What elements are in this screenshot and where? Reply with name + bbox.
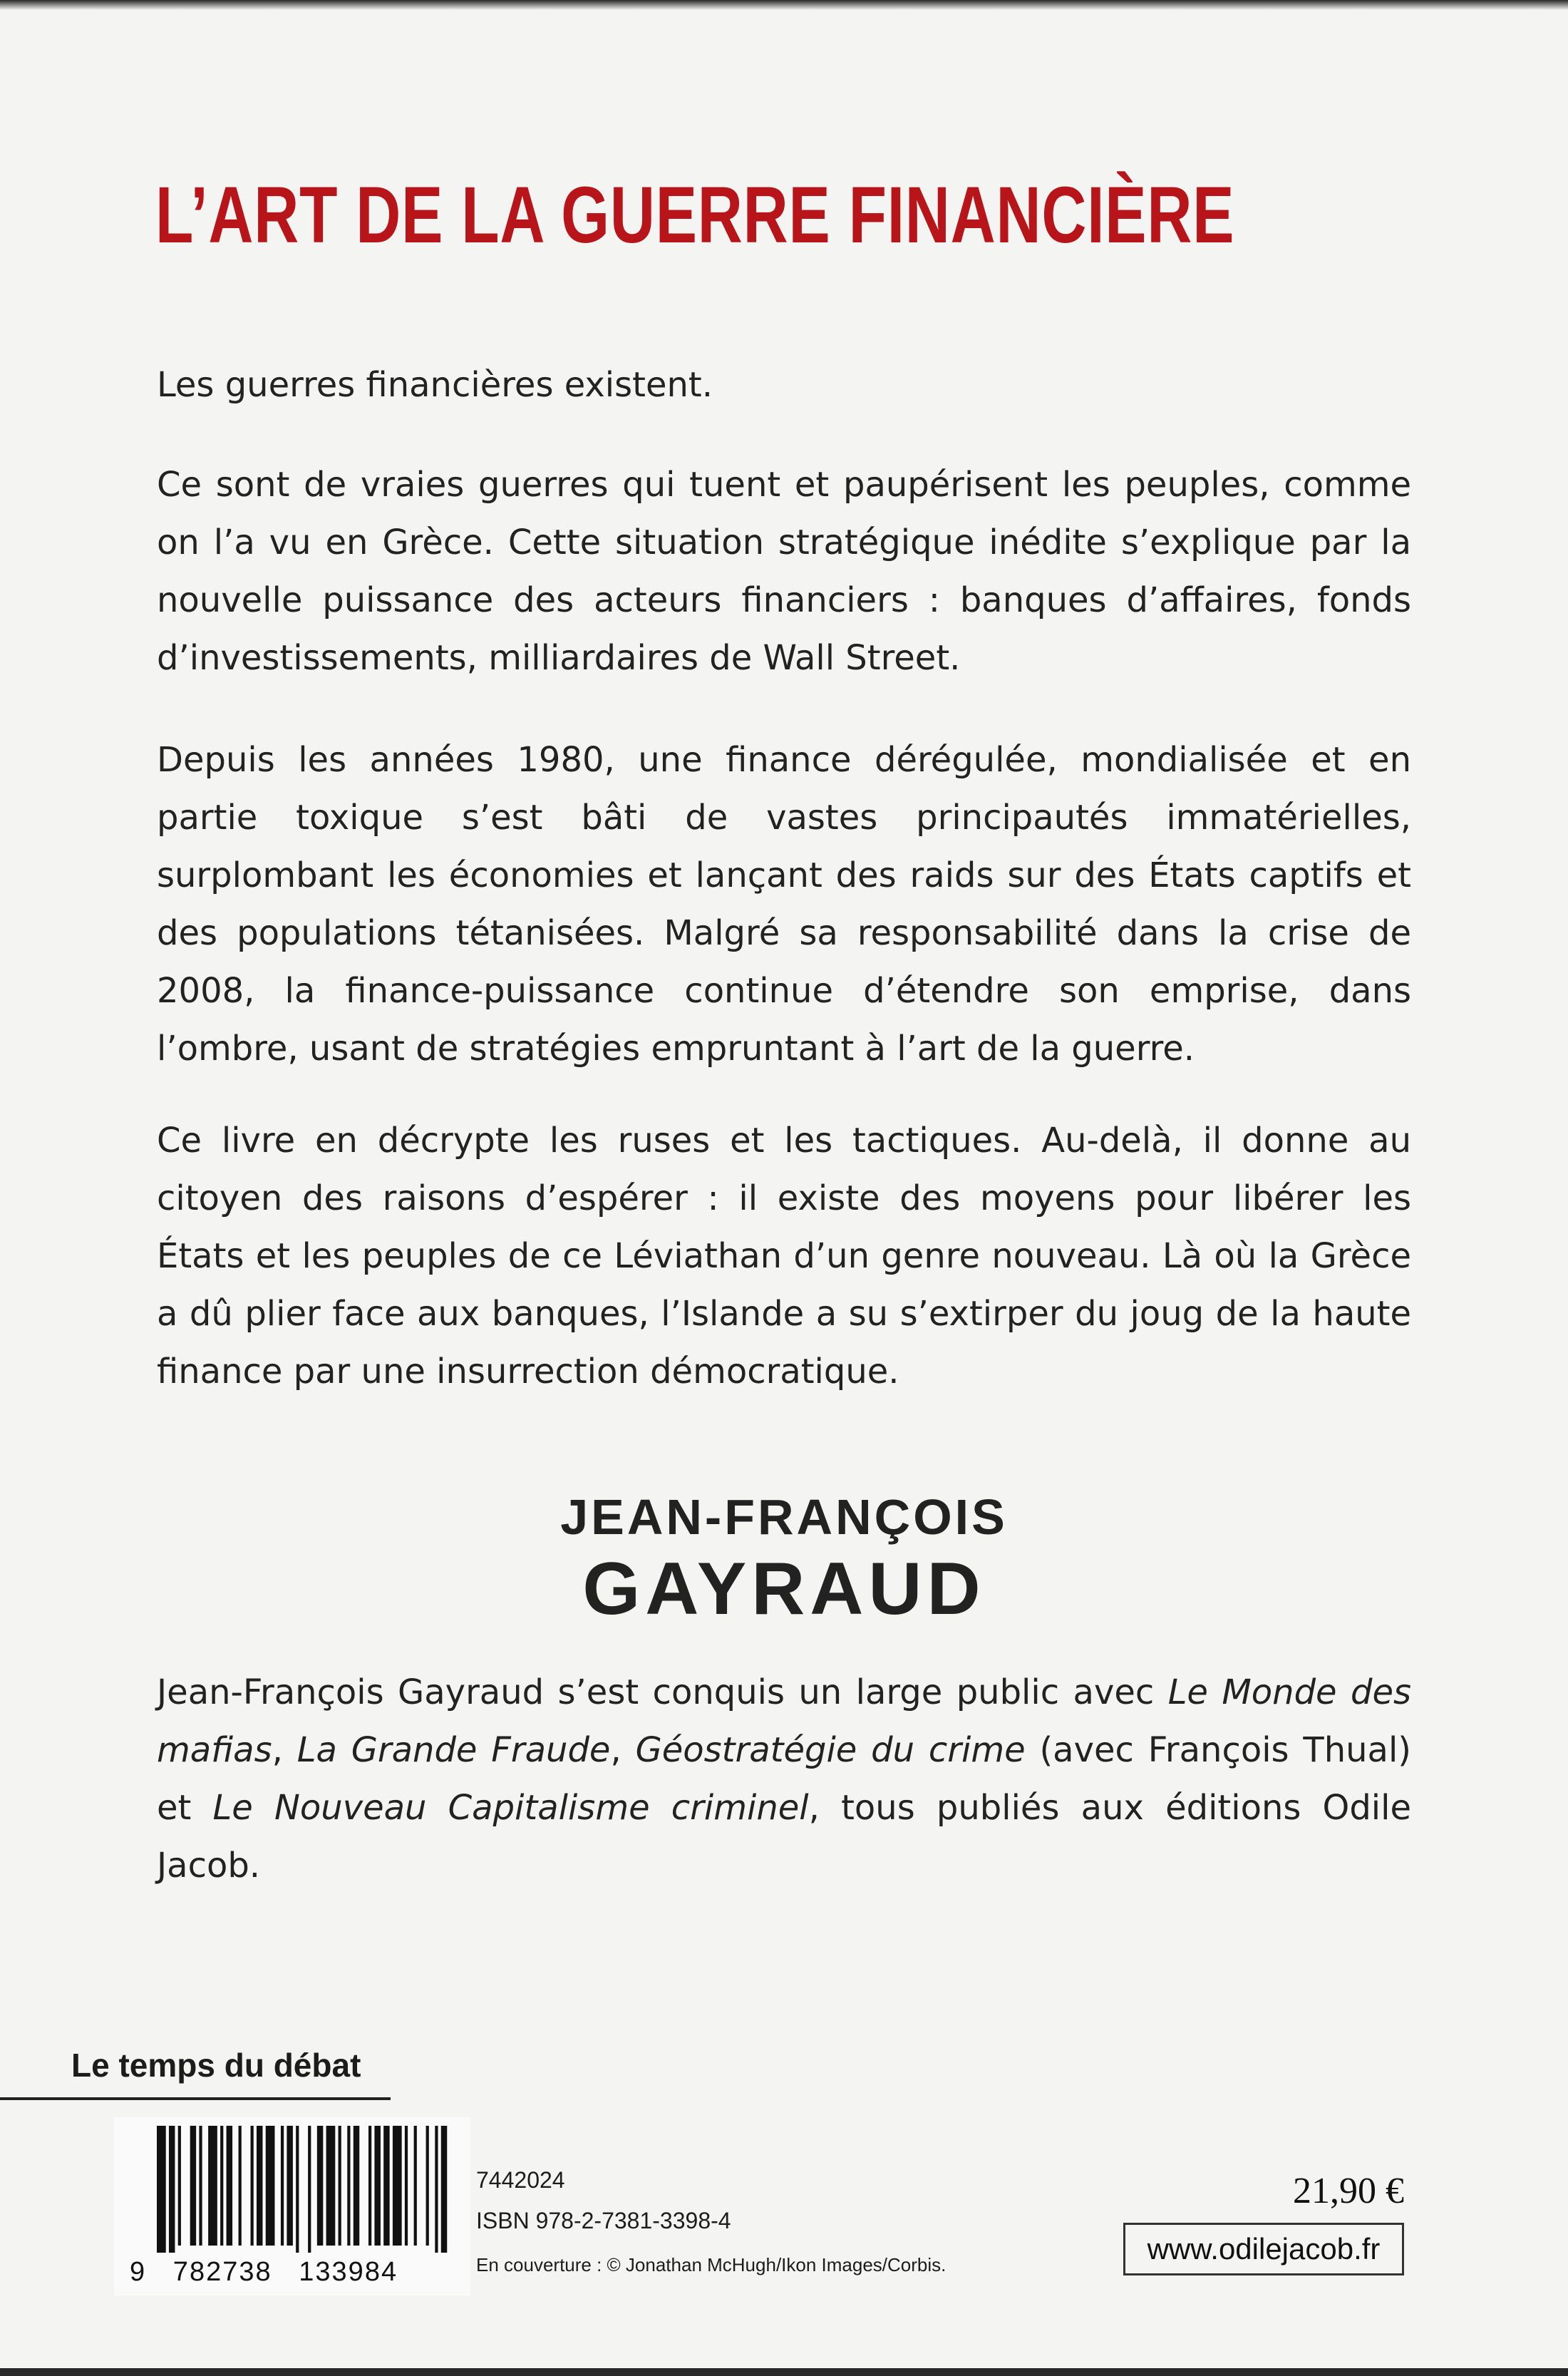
barcode-bar <box>405 2126 408 2246</box>
price: 21,90 € <box>1293 2171 1404 2211</box>
barcode-bar <box>326 2126 336 2246</box>
barcode-bar <box>257 2126 262 2246</box>
barcode-bar <box>157 2126 166 2253</box>
barcode-bar <box>266 2126 275 2246</box>
barcode <box>114 2117 470 2295</box>
barcode-bar <box>441 2126 447 2253</box>
book-reference: Géostratégie du crime <box>635 1730 1026 1770</box>
barcode-bar <box>287 2126 292 2246</box>
bio-segment: (avec François Thual) et <box>157 1730 1412 1828</box>
book-title: L’ART DE LA GUERRE FINANCIÈRE <box>155 170 1235 259</box>
barcode-bar <box>296 2126 299 2253</box>
barcode-bar <box>190 2126 196 2246</box>
barcode-bar <box>317 2126 323 2246</box>
bio-segment: , <box>272 1730 297 1770</box>
barcode-bar <box>281 2126 284 2246</box>
paragraph-text: Depuis les années 1980, une finance dérégulée, mondialisée et en partie toxique s’est bâti de vastes principautés immatérielles, surplombant les économies et lançant des raids sur des États captifs et des populations tétanisées. Malgré sa responsabilité dans la crise de 2008, la finance-puissance continue d’étendre son emprise, dans l’ombre, usant de stratégies empruntant à l’art de la guerre. <box>157 740 1411 1069</box>
barcode-bar <box>414 2126 417 2246</box>
barcode-bar <box>169 2126 175 2253</box>
bio-segment: , <box>610 1730 636 1770</box>
book-reference: Le Nouveau Capitalisme criminel <box>212 1788 809 1828</box>
barcode-bar <box>178 2126 181 2246</box>
product-code: 7442024 <box>476 2167 565 2193</box>
book-reference: La Grande Fraude <box>296 1730 611 1770</box>
barcode-bar <box>383 2126 389 2246</box>
collection-divider <box>0 2097 391 2100</box>
collection-name: Le temps du débat <box>71 2047 361 2084</box>
bio-segment: Jean-François Gayraud s’est conquis un large public avec <box>157 1672 1168 1712</box>
top-shadow <box>0 0 1568 10</box>
barcode-bar <box>374 2126 380 2246</box>
barcode-digits: 9 782738 133984 <box>130 2257 398 2287</box>
barcode-bars <box>157 2126 456 2253</box>
book-reference: Le Monde des mafias <box>157 1672 1411 1770</box>
barcode-bar <box>426 2126 429 2246</box>
barcode-bar <box>354 2126 359 2246</box>
summary-paragraph-1 <box>157 356 1411 414</box>
bottom-shadow <box>0 2368 1568 2376</box>
barcode-bar <box>208 2126 217 2246</box>
paragraph-text: Ce livre en décrypte les ruses et les tactiques. Au-delà, il donne au citoyen des raisons d’espérer : il existe des moyens pour libérer les États et les peuples de ce Léviathan d’un genre nouveau. Là où la Grèce a dû plier face aux banques, l’Islande a su s’extirper du joug de la haute finance par une insurrection démocratique. <box>157 1121 1411 1392</box>
barcode-bar <box>393 2126 402 2246</box>
paragraph-text: Ce sont de vraies guerres qui tuent et paupérisent les peuples, comme on l’a vu en Grèce. Cette situation stratégique inédite s’explique par la nouvelle puissance des acteurs financiers : banques d’affaires, fonds d’investissements, milliardaires de Wall Street. <box>157 465 1411 678</box>
barcode-bar <box>347 2126 350 2246</box>
bio-segment: , tous publiés aux éditions Odile Jacob. <box>157 1788 1412 1886</box>
barcode-bar <box>220 2126 223 2246</box>
barcode-bar <box>308 2126 311 2253</box>
barcode-bar <box>251 2126 254 2246</box>
author-bio <box>157 1664 1411 1895</box>
author-first-name: JEAN-FRANÇOIS <box>560 1489 1008 1545</box>
isbn: ISBN 978-2-7381-3398-4 <box>476 2208 731 2233</box>
paragraph-text: Les guerres financières existent. <box>157 365 713 405</box>
bio-text <box>157 1664 1411 1895</box>
barcode-bar <box>339 2126 341 2246</box>
barcode-bar <box>239 2126 242 2246</box>
barcode-bar <box>199 2126 202 2246</box>
publisher-website: www.odilejacob.fr <box>1123 2223 1404 2275</box>
barcode-bar <box>227 2126 232 2246</box>
summary-paragraph-2 <box>157 456 1411 687</box>
author-last-name: GAYRAUD <box>582 1548 986 1630</box>
cover-credit: En couverture : © Jonathan McHugh/Ikon Images/Corbis. <box>476 2254 947 2275</box>
barcode-bar <box>368 2126 371 2246</box>
summary-paragraph-4 <box>157 1112 1411 1401</box>
barcode-bar <box>435 2126 438 2253</box>
summary-paragraph-3 <box>157 731 1411 1078</box>
